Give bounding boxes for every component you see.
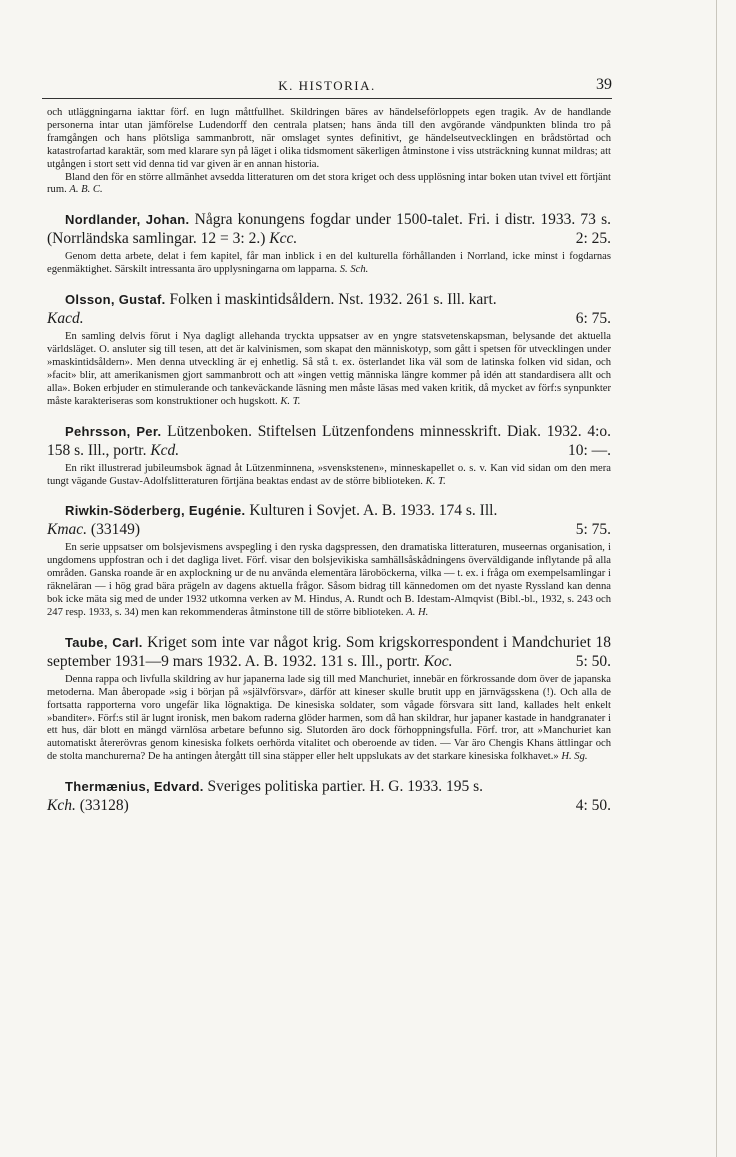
bibliography-entry — [47, 210, 611, 277]
entry-author: Thermænius, Edvard. — [65, 779, 204, 795]
bibliography-entry — [47, 633, 611, 764]
entry-heading — [47, 422, 611, 460]
page-edge-line — [716, 0, 717, 1157]
entry-price: 10: —. — [567, 441, 611, 459]
entry-author: Taube, Carl. — [65, 634, 143, 650]
entry-publisher: Kmac. — [47, 521, 88, 539]
entry-review — [47, 674, 611, 764]
entry-heading — [47, 290, 611, 328]
page-content — [47, 107, 611, 818]
entry-publisher: Kcc. — [269, 230, 298, 248]
intro-closing-paragraph — [47, 172, 611, 198]
entry-review — [47, 542, 611, 619]
intro-paragraph — [47, 107, 611, 172]
bibliography-entry — [47, 290, 611, 408]
bibliography-entry — [47, 501, 611, 619]
entry-review-text: En serie uppsatser om bolsjevismens avspegling i den ryska dagspressen, den dramatiska litteraturen, museernas organisation, i ungdomens uppfostran och i det dagliga livet. Förf. visar den bolsjevikiska samhällsåskådningens överväldigande inflytande på alla områden. Ganska roande är en axplockning ur de nu använda elementära läroböckerna, vilka — t. ex. i fråga om exempelsamlingar i räkneläran — i hög grad bära prägeln av dagens aktuella frågor. Såsom bidrag till kännedomen om det nyaste Ryssland kan denna bok icke mäta sig med de under 1932 utkomna verken av M. Hindus, A. Rundt och B. Idestam-Almqvist (Bibl.-bl., 1932, s. 243 och 247 resp. 1933, s. 34) men kan rekommenderas åtminstone till de större biblioteken. — [47, 542, 611, 618]
entry-title: Sveriges politiska partier. H. G. 1933. 195 s. — [207, 778, 484, 796]
page-header — [42, 76, 612, 99]
entry-catalog-number: (33149) — [90, 521, 140, 539]
entry-review-text: En rikt illustrerad jubileumsbok ägnad åt Lützenminnena, »svenskstenen», minneskapellet o. s. v. Kan vid sidan om den mera tungt vägande Gustav-Adolfslitteraturen förtjäna beaktas endast av de större biblioteken. — [47, 462, 611, 487]
intro-text: och utläggningarna iakttar förf. en lugn måttfullhet. Skildringen bäres av händelseförloppets egen tragik. Av de handlande personerna intar utan jämförelse Ludendorff den centrala platsen; hans ända till den avgörande vändpunkten blinda tro på framgången och hans plötsliga sammanbrott, när omslaget syntes definitivt, ge händelseutvecklingen en brådstörtad och katastrofartad karaktär, som med klarare syn på läget i olika tidsmoment säkerligen åtminstone i viss utsträckning kunnat mildras; att utgången i stort sett vid denna tid var given är en annan historia. — [47, 107, 611, 170]
reviewer-signature: A. H. — [406, 606, 429, 618]
entry-title: Kriget som inte var något krig. Som krigskorrespondent i Mandchuriet 18 september 1931—9 mars 1932. A. B. 1932. 131 s. Ill., portr. — [47, 633, 611, 670]
entry-publisher: Koc. — [423, 652, 453, 670]
entry-title: Kulturen i Sovjet. A. B. 1933. 174 s. Ill. — [249, 502, 498, 520]
entry-review-text: Genom detta arbete, delat i fem kapitel, får man inblick i en del kulturella förhållanden i Norrland, icke minst i fogdarnas egenmäktighet. Särskilt intressanta äro upplysningarna om lapparna. — [47, 251, 611, 276]
entry-publisher: Kcd. — [150, 441, 180, 459]
entry-price: 4: 50. — [575, 797, 611, 815]
entry-review — [47, 331, 611, 408]
reviewer-signature: S. Sch. — [339, 264, 369, 276]
entry-heading — [47, 501, 611, 539]
entry-price: 6: 75. — [575, 310, 611, 328]
entry-title: Några konungens fogdar under 1500-talet. Fri. i distr. 1933. 73 s. (Norrländska samlingar. 12 = 3: 2.) — [47, 211, 611, 248]
entry-price: 2: 25. — [575, 230, 611, 248]
bibliography-entry — [47, 777, 611, 815]
entry-author: Olsson, Gustaf. — [65, 292, 166, 308]
reviewer-signature: H. Sg. — [561, 751, 588, 763]
entry-review-text: En samling delvis förut i Nya dagligt allehanda tryckta uppsatser av en yngre statsvetenskapsman, belysande det aktuella världsläget. O. ansluter sig till tesen, att det är kalvinismen, som skapat den människotyp, som gått i spetsen för utvecklingen under »maskintidsåldern». Men denna utveckling är ej enhetlig. Så stå t. ex. österlandet lika väl som de latinska folken vid sidan, och »facit» blir, att amerikanismen gjort sammanbrott och att »ingen vettig människa längre kommer på idén att standardisera allt och alla». Boken erbjuder en stimulerande och tankeväckande läsning men måste läsas med vaken kritik, då mycket av förf:s synpunkter måste karakteriseras som konstruktioner och hugskott. — [47, 331, 611, 407]
bibliography-entry — [47, 422, 611, 489]
entry-price: 5: 75. — [575, 521, 611, 539]
entry-author: Pehrsson, Per. — [65, 423, 162, 439]
entry-heading — [47, 210, 611, 248]
entry-catalog-number: (33128) — [79, 797, 129, 815]
page-number: 39 — [596, 76, 612, 93]
entry-author: Riwkin-Söderberg, Eugénie. — [65, 503, 246, 519]
reviewer-signature: A. B. C. — [69, 184, 103, 196]
entry-heading — [47, 777, 611, 815]
entry-author: Nordlander, Johan. — [65, 212, 190, 228]
entry-heading — [47, 633, 611, 671]
entry-review — [47, 463, 611, 489]
reviewer-signature: K. T. — [425, 475, 446, 487]
entry-review — [47, 251, 611, 277]
running-title: K. HISTORIA. — [278, 78, 376, 93]
entry-review-text: Denna rappa och livfulla skildring av hur japanerna lade sig till med Manchuriet, innebär en förkrossande dom över de japanska metoderna. Man åberopade »sig i början på »självförsvar», därför att kineser skulle brutit upp en järnvägsskena (!). Och alla de fortsatta rapporterna voro ungefär lika lögnaktiga. De kinesiska soldater, som vågade försvara sitt land, kallades helt enkelt »banditer». Förf:s stil är lugnt ironisk, men bakom raderna glöder harmen, som då han skildrar, hur japaner kastade in handgranater i ett hus, där blott en mängd värnlösa arbetare befunno sig. Slutorden äro dock förhoppningsfulla. Förf. tror, att »Manchuriet kan automatiskt återerövras genom kinesiska folkets oerhörda vitalitet och oberoende av tiden. — Var äro Chengis Khans ättlingar och de stolta manchurerna? De ha antingen återgått till sina stäpper eller helt uppslukats av det starkare kinesiska folkhavet.» — [47, 673, 611, 763]
intro-closing-text: Bland den för en större allmänhet avsedda litteraturen om det stora kriget och dess upplösning intar boken utan tvivel ett förtjänt rum. — [47, 171, 611, 196]
entry-publisher: Kacd. — [47, 310, 84, 328]
reviewer-signature: K. T. — [280, 395, 301, 407]
entry-title: Lützenboken. Stiftelsen Lützenfondens minnesskrift. Diak. 1932. 4:o. 158 s. Ill., portr. — [47, 422, 612, 459]
entry-price: 5: 50. — [575, 652, 611, 670]
entry-publisher: Kch. — [47, 797, 76, 815]
entry-title: Folken i maskintidsåldern. Nst. 1932. 261 s. Ill. kart. — [169, 291, 497, 309]
